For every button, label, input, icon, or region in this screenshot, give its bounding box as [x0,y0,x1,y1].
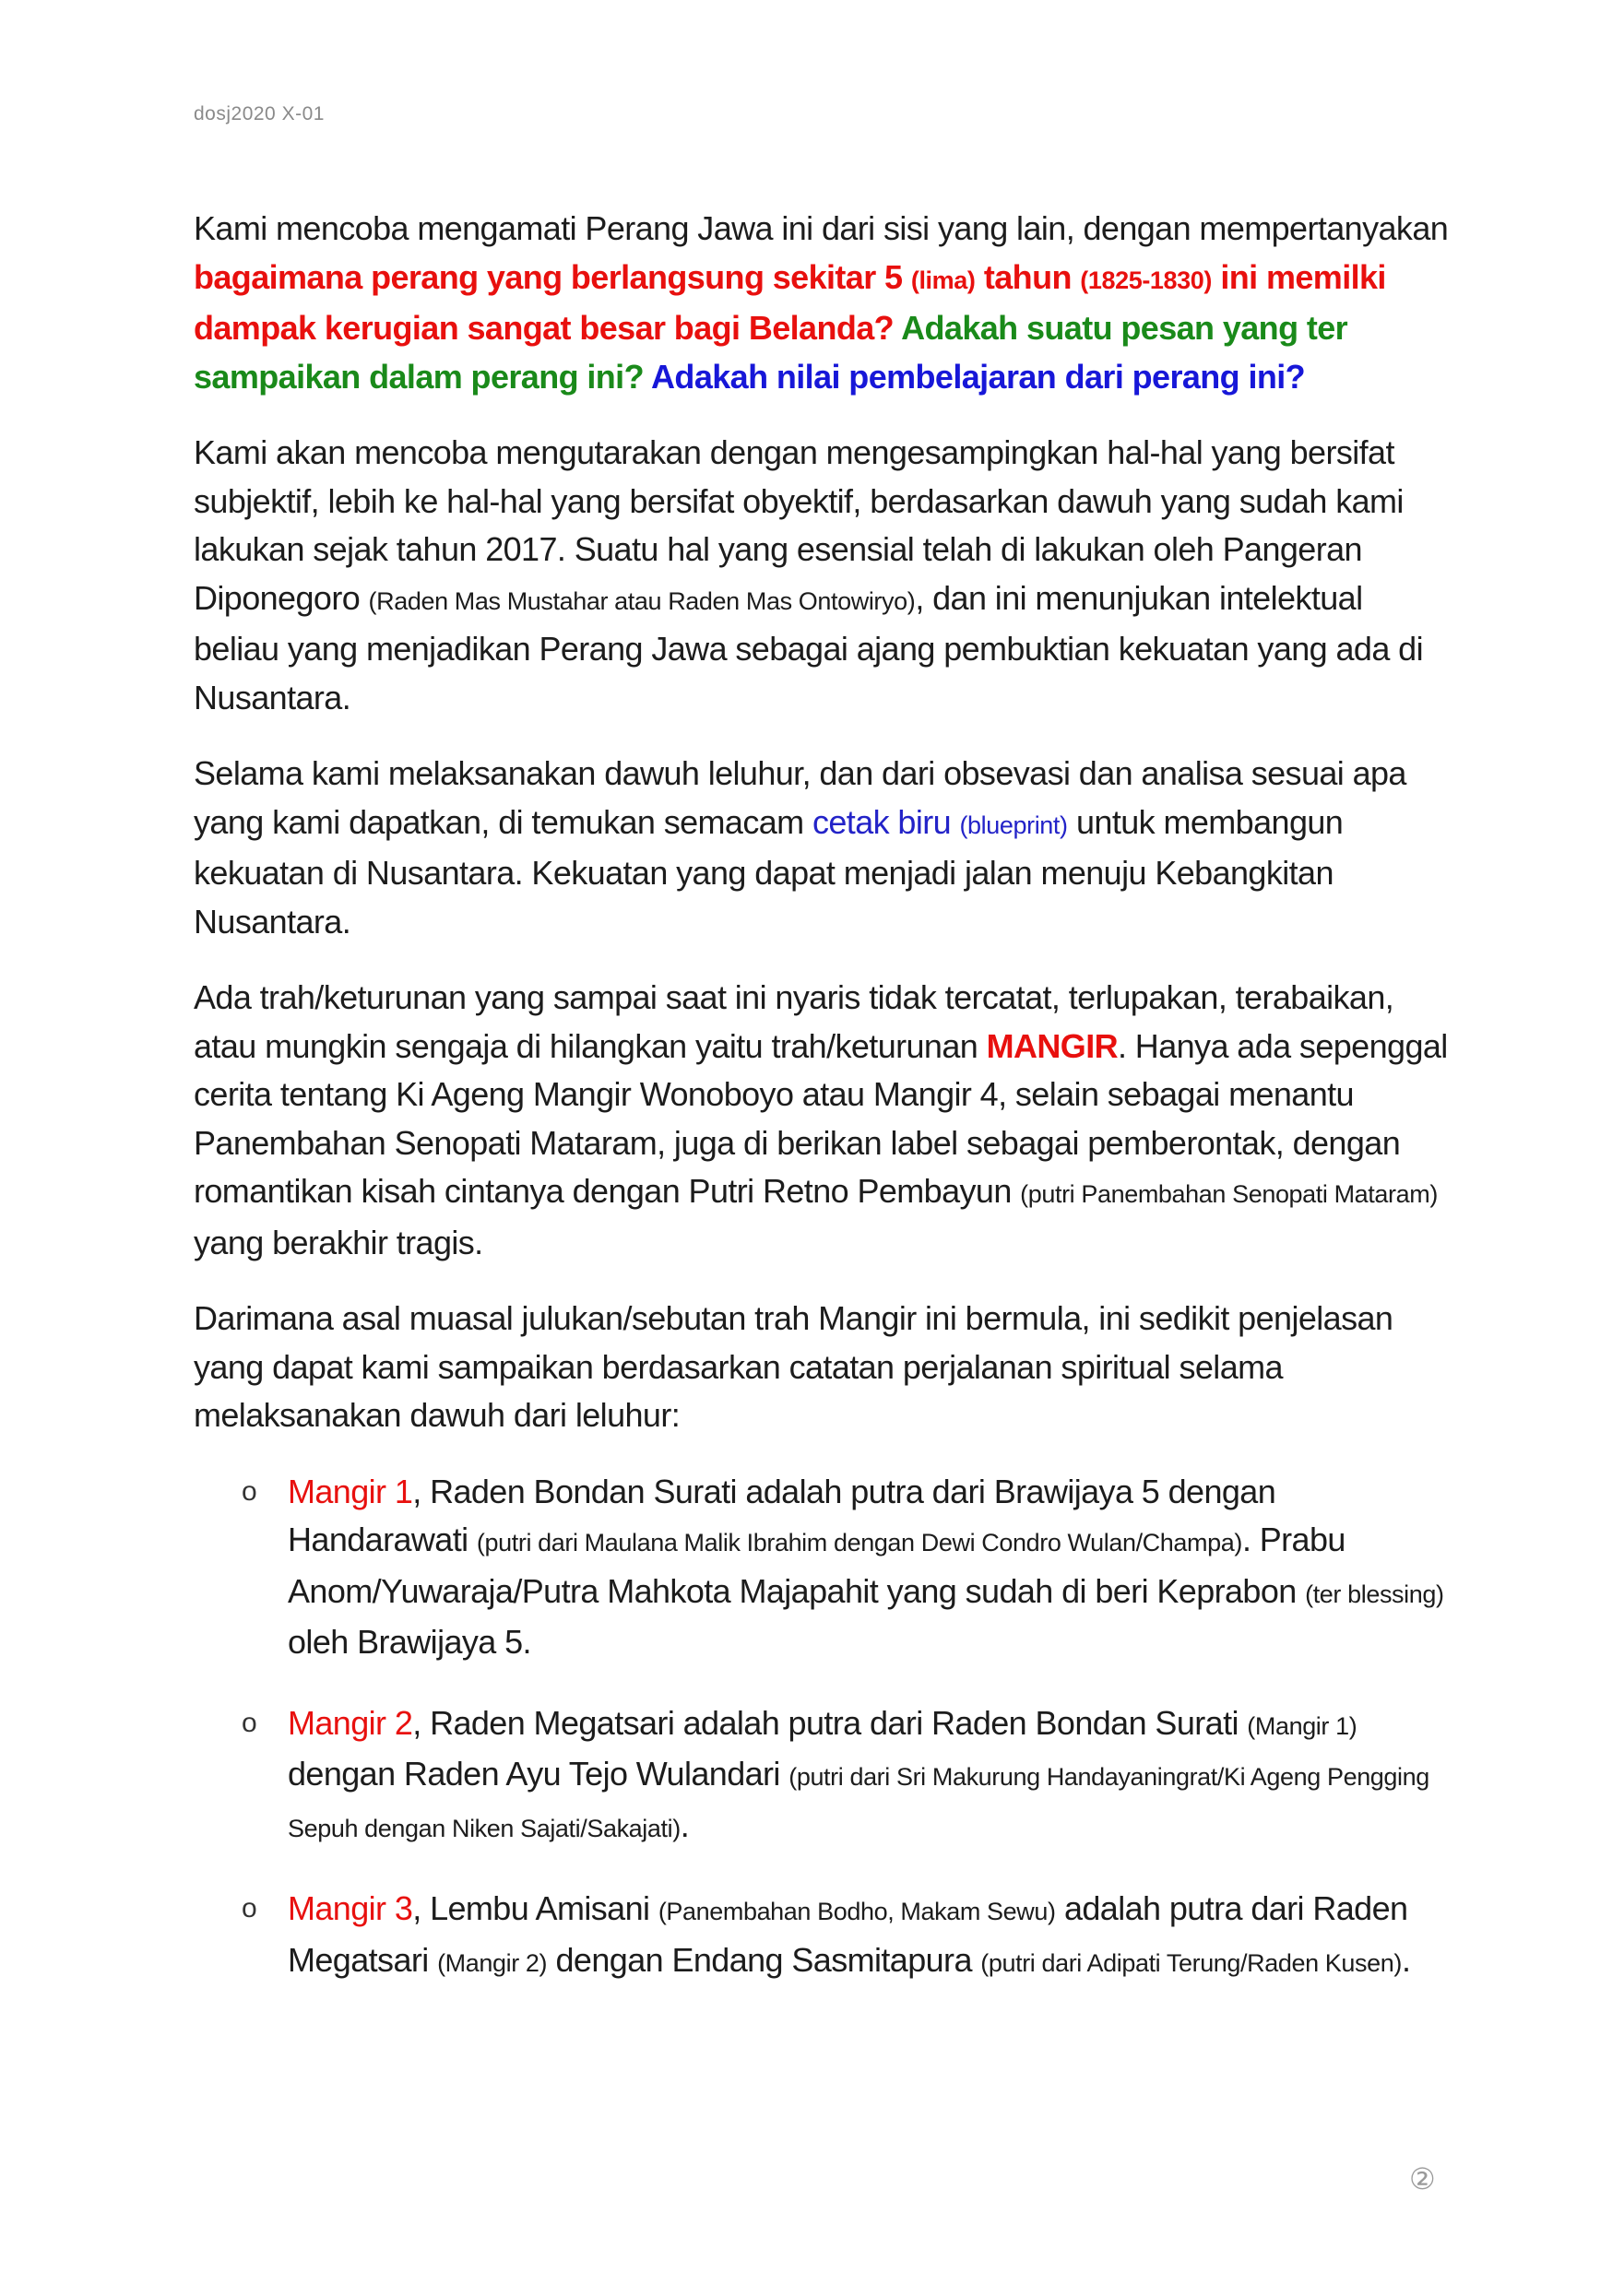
text-span: Kami mencoba mengamati Perang Jawa ini dari sisi yang lain, dengan mempertanyakan [194,209,1449,247]
paragraph-mangir-lineage [194,974,1452,1267]
list-item-label: Mangir 3 [288,1889,413,1927]
highlight-red-note: (lima) [910,266,976,294]
highlight-blue-note: (blueprint) [959,811,1068,839]
text-span: . Prabu Anom/Yuwaraja/Putra Mahkota Majapahit yang sudah di beri Keprabon [288,1521,1345,1610]
parenthetical-note: (putri dari Sri Makurung Handayaningrat/Ki Ageng Pengging Sepuh dengan Niken Sajati/Sakajati) [288,1763,1429,1842]
text-span: dengan Raden Ayu Tejo Wulandari [288,1755,789,1793]
highlight-red-question: bagaimana perang yang berlangsung sekitar 5 [194,257,911,296]
text-span: . [680,1805,690,1844]
text-span: yang berakhir tragis. [194,1223,483,1261]
text-span: , Lembu Amisani [412,1889,658,1927]
bullet-icon: o [242,1475,257,1507]
text-span: . Hanya ada sepenggal cerita tentang Ki Ageng Mangir Wonoboyo atau Mangir 4, selain sebagai menantu Panembahan Senopati Mataram, juga di berikan label sebagai pemberontak, dengan romantikan kisah cintanya dengan Putri Retno Pembayun [194,1026,1448,1210]
text-span: . [1401,1940,1411,1979]
parenthetical-note: (Mangir 1) [1247,1711,1357,1740]
text-span: Kami akan mencoba mengutarakan dengan mengesampingkan hal-hal yang bersifat subjektif, lebih ke hal-hal yang bersifat obyektif, berdasarkan dawuh yang sudah kami lakukan sejak tahun 2017. Suatu hal yang esensial telah di lakukan oleh Pangeran Diponegoro [194,433,1404,617]
highlight-red-years: (1825-1830) [1080,266,1212,294]
document-body [194,205,1452,2019]
page-number: ② [1409,2162,1436,2195]
list-item-mangir-3 [194,1885,1452,1987]
paragraph-intro-questions [194,205,1452,401]
text-span: Darimana asal muasal julukan/sebutan trah Mangir ini bermula, ini sedikit penjelasan yang dapat kami sampaikan berdasarkan catatan perjalanan spiritual selama melaksanakan dawuh dari leluhur: [194,1299,1393,1434]
text-span: adalah putra dari Raden Megatsari [288,1889,1408,1979]
parenthetical-note: (ter blessing) [1305,1580,1444,1608]
bullet-icon: o [242,1893,257,1923]
parenthetical-note: (putri dari Adipati Terung/Raden Kusen) [980,1948,1402,1977]
paragraph-objective-approach [194,429,1452,722]
parenthetical-note: (putri Panembahan Senopati Mataram) [1020,1180,1438,1208]
text-span: dengan Endang Sasmitapura [547,1940,981,1979]
highlight-blue-term: cetak biru [812,802,960,841]
highlight-red-text: ini memilki dampak kerugian sangat besar bagi Belanda? [194,257,1386,347]
list-item-label: Mangir 1 [288,1472,413,1510]
parenthetical-note: (Raden Mas Mustahar atau Raden Mas Ontowiryo) [368,586,916,615]
parenthetical-note: (Mangir 2) [437,1948,548,1977]
text-span: , Raden Megatsari adalah putra dari Raden Bondan Surati [412,1703,1248,1742]
parenthetical-note: (putri dari Maulana Malik Ibrahim dengan Dewi Condro Wulan/Champa) [476,1529,1242,1556]
text-span: Selama kami melaksanakan dawuh leluhur, dan dari obsevasi dan analisa sesuai apa yang kami dapatkan, di temukan semacam [194,754,1406,841]
text-span: , Raden Bondan Surati adalah putra dari Brawijaya 5 dengan Handarawati [288,1472,1276,1558]
highlight-mangir: MANGIR [986,1026,1118,1065]
list-item-mangir-2 [194,1699,1452,1853]
document-code: dosj2020 X-01 [194,103,325,124]
text-span: oleh Brawijaya 5. [288,1623,531,1661]
paragraph-blueprint [194,750,1452,946]
text-span: untuk membangun kekuatan di Nusantara. Kekuatan yang dapat menjadi jalan menuju Kebangkitan Nusantara. [194,802,1344,941]
parenthetical-note: (Panembahan Bodho, Makam Sewu) [658,1898,1056,1925]
mangir-list [194,1468,1452,1988]
bullet-icon: o [242,1707,257,1738]
highlight-red-text: tahun [975,257,1081,296]
text-span: Ada trah/keturunan yang sampai saat ini nyaris tidak tercatat, terlupakan, terabaikan, atau mungkin sengaja di hilangkan yaitu trah/keturunan [194,978,1394,1065]
highlight-green-question: Adakah suatu pesan yang ter sampaikan dalam perang ini? [194,309,1348,396]
paragraph-origin-intro [194,1295,1452,1440]
list-item-label: Mangir 2 [288,1703,413,1742]
highlight-blue-question: Adakah nilai pembelajaran dari perang ini? [643,357,1306,396]
list-item-mangir-1 [194,1468,1452,1667]
text-span: , dan ini menunjukan intelektual beliau yang menjadikan Perang Jawa sebagai ajang pembuktian kekuatan yang ada di Nusantara. [194,578,1423,716]
